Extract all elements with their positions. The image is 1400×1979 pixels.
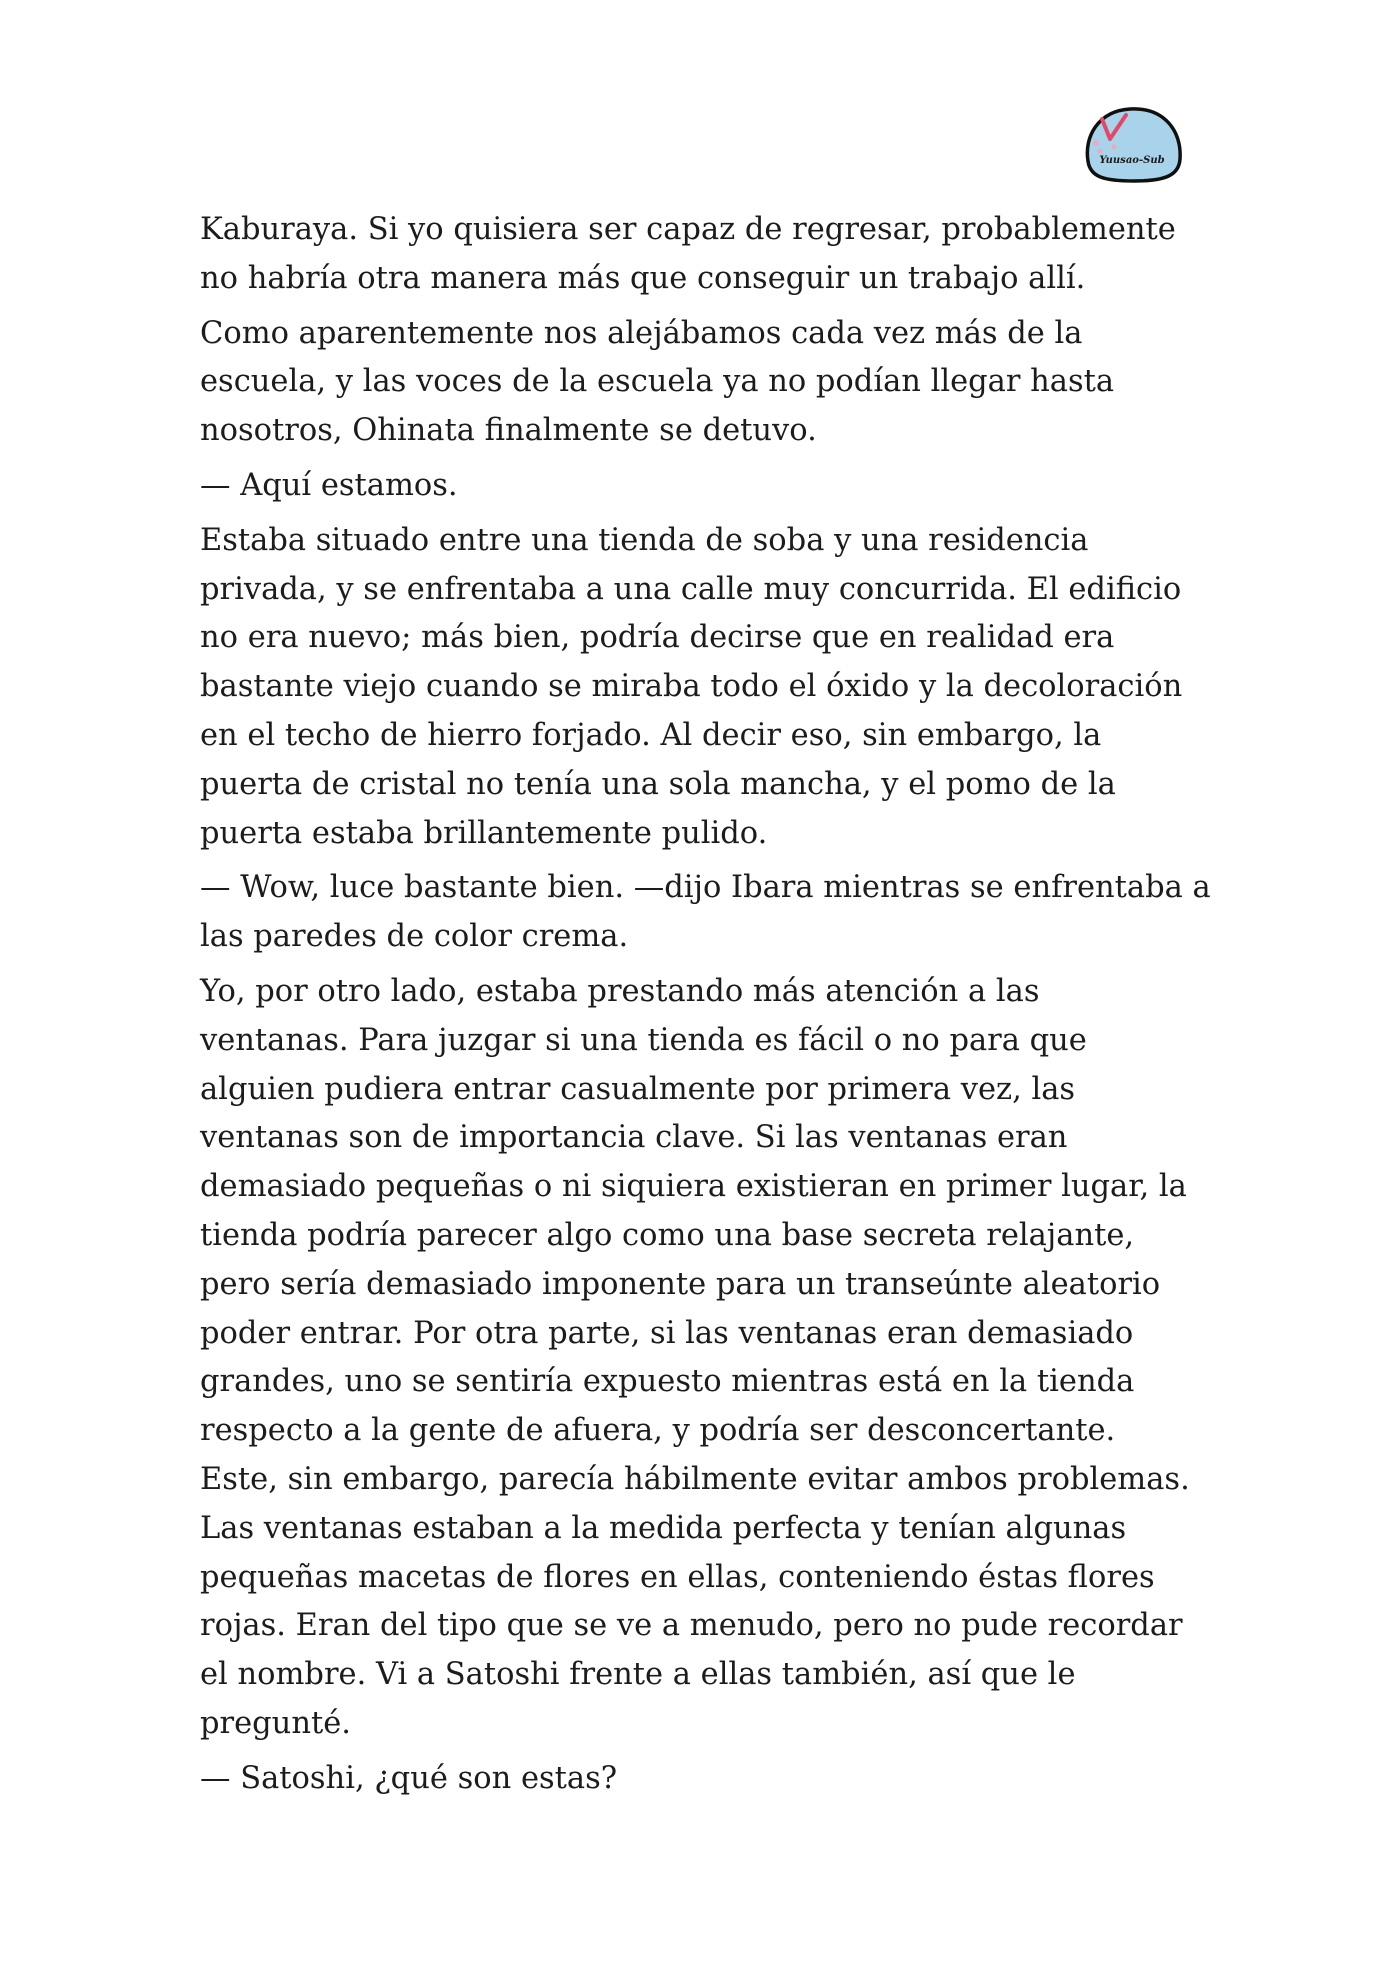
text-line: ventanas son de importancia clave. Si las ventanas eran <box>200 1120 1068 1156</box>
text-line: pero sería demasiado imponente para un transeúnte aleatorio <box>200 1266 1161 1302</box>
paragraph <box>200 968 1210 1749</box>
text-line: Kaburaya. Si yo quisiera ser capaz de regresar, probablemente <box>200 212 1176 247</box>
text-line: grandes, uno se sentiría expuesto mientras está en la tienda <box>200 1364 1135 1400</box>
text-line: puerta estaba brillantemente pulido. <box>200 815 768 851</box>
paragraph <box>200 517 1210 859</box>
yuusao-sub-logo <box>1080 103 1186 185</box>
text-line: el nombre. Vi a Satoshi frente a ellas también, así que le <box>200 1657 1076 1693</box>
text-line: — Aquí estamos. <box>200 467 458 503</box>
text-line: las paredes de color crema. <box>200 919 629 955</box>
logo-dot <box>1093 140 1099 146</box>
text-line: Las ventanas estaban a la medida perfecta y tenían algunas <box>200 1510 1127 1546</box>
text-line: rojas. Eran del tipo que se ve a menudo, pero no pude recordar <box>200 1608 1183 1644</box>
text-line: bastante viejo cuando se miraba todo el óxido y la decoloración <box>200 669 1183 705</box>
logo-dot <box>1098 149 1103 154</box>
paragraph <box>200 462 1210 511</box>
text-line: Estaba situado entre una tienda de soba y una residencia <box>200 522 1089 558</box>
text-line: alguien pudiera entrar casualmente por primera vez, las <box>200 1071 1076 1107</box>
paragraph <box>200 1755 1210 1804</box>
body-text <box>200 206 1210 1810</box>
text-line: Yo, por otro lado, estaba prestando más atención a las <box>200 973 1040 1009</box>
text-line: demasiado pequeñas o ni siquiera existieran en primer lugar, la <box>200 1169 1187 1205</box>
text-line: pequeñas macetas de flores en ellas, conteniendo éstas flores <box>200 1559 1155 1595</box>
text-line: en el techo de hierro forjado. Al decir eso, sin embargo, la <box>200 717 1102 753</box>
text-line: escuela, y las voces de la escuela ya no podían llegar hasta <box>200 364 1115 400</box>
paragraph <box>200 310 1210 456</box>
logo-text: Yuusao-Sub <box>1099 155 1165 166</box>
paragraph <box>200 206 1210 304</box>
text-line: ventanas. Para juzgar si una tienda es fácil o no para que <box>200 1022 1087 1058</box>
paragraph <box>200 864 1210 962</box>
text-line: puerta de cristal no tenía una sola mancha, y el pomo de la <box>200 766 1116 802</box>
text-line: nosotros, Ohinata finalmente se detuvo. <box>200 413 817 449</box>
text-line: tienda podría parecer algo como una base secreta relajante, <box>200 1217 1135 1253</box>
text-line: no era nuevo; más bien, podría decirse que en realidad era <box>200 620 1115 656</box>
text-line: poder entrar. Por otra parte, si las ventanas eran demasiado <box>200 1315 1134 1351</box>
text-line: Como aparentemente nos alejábamos cada vez más de la <box>200 315 1083 351</box>
text-line: — Wow, luce bastante bien. —dijo Ibara mientras se enfrentaba a <box>200 870 1211 906</box>
text-line: privada, y se enfrentaba a una calle muy concurrida. El edificio <box>200 571 1182 607</box>
text-line: Este, sin embargo, parecía hábilmente evitar ambos problemas. <box>200 1461 1190 1497</box>
logo-dot <box>1112 145 1117 150</box>
text-line: no habría otra manera más que conseguir un trabajo allí. <box>200 260 1086 296</box>
text-line: — Satoshi, ¿qué son estas? <box>200 1760 618 1796</box>
text-line: respecto a la gente de afuera, y podría ser desconcertante. <box>200 1413 1116 1449</box>
text-line: pregunté. <box>200 1705 351 1741</box>
